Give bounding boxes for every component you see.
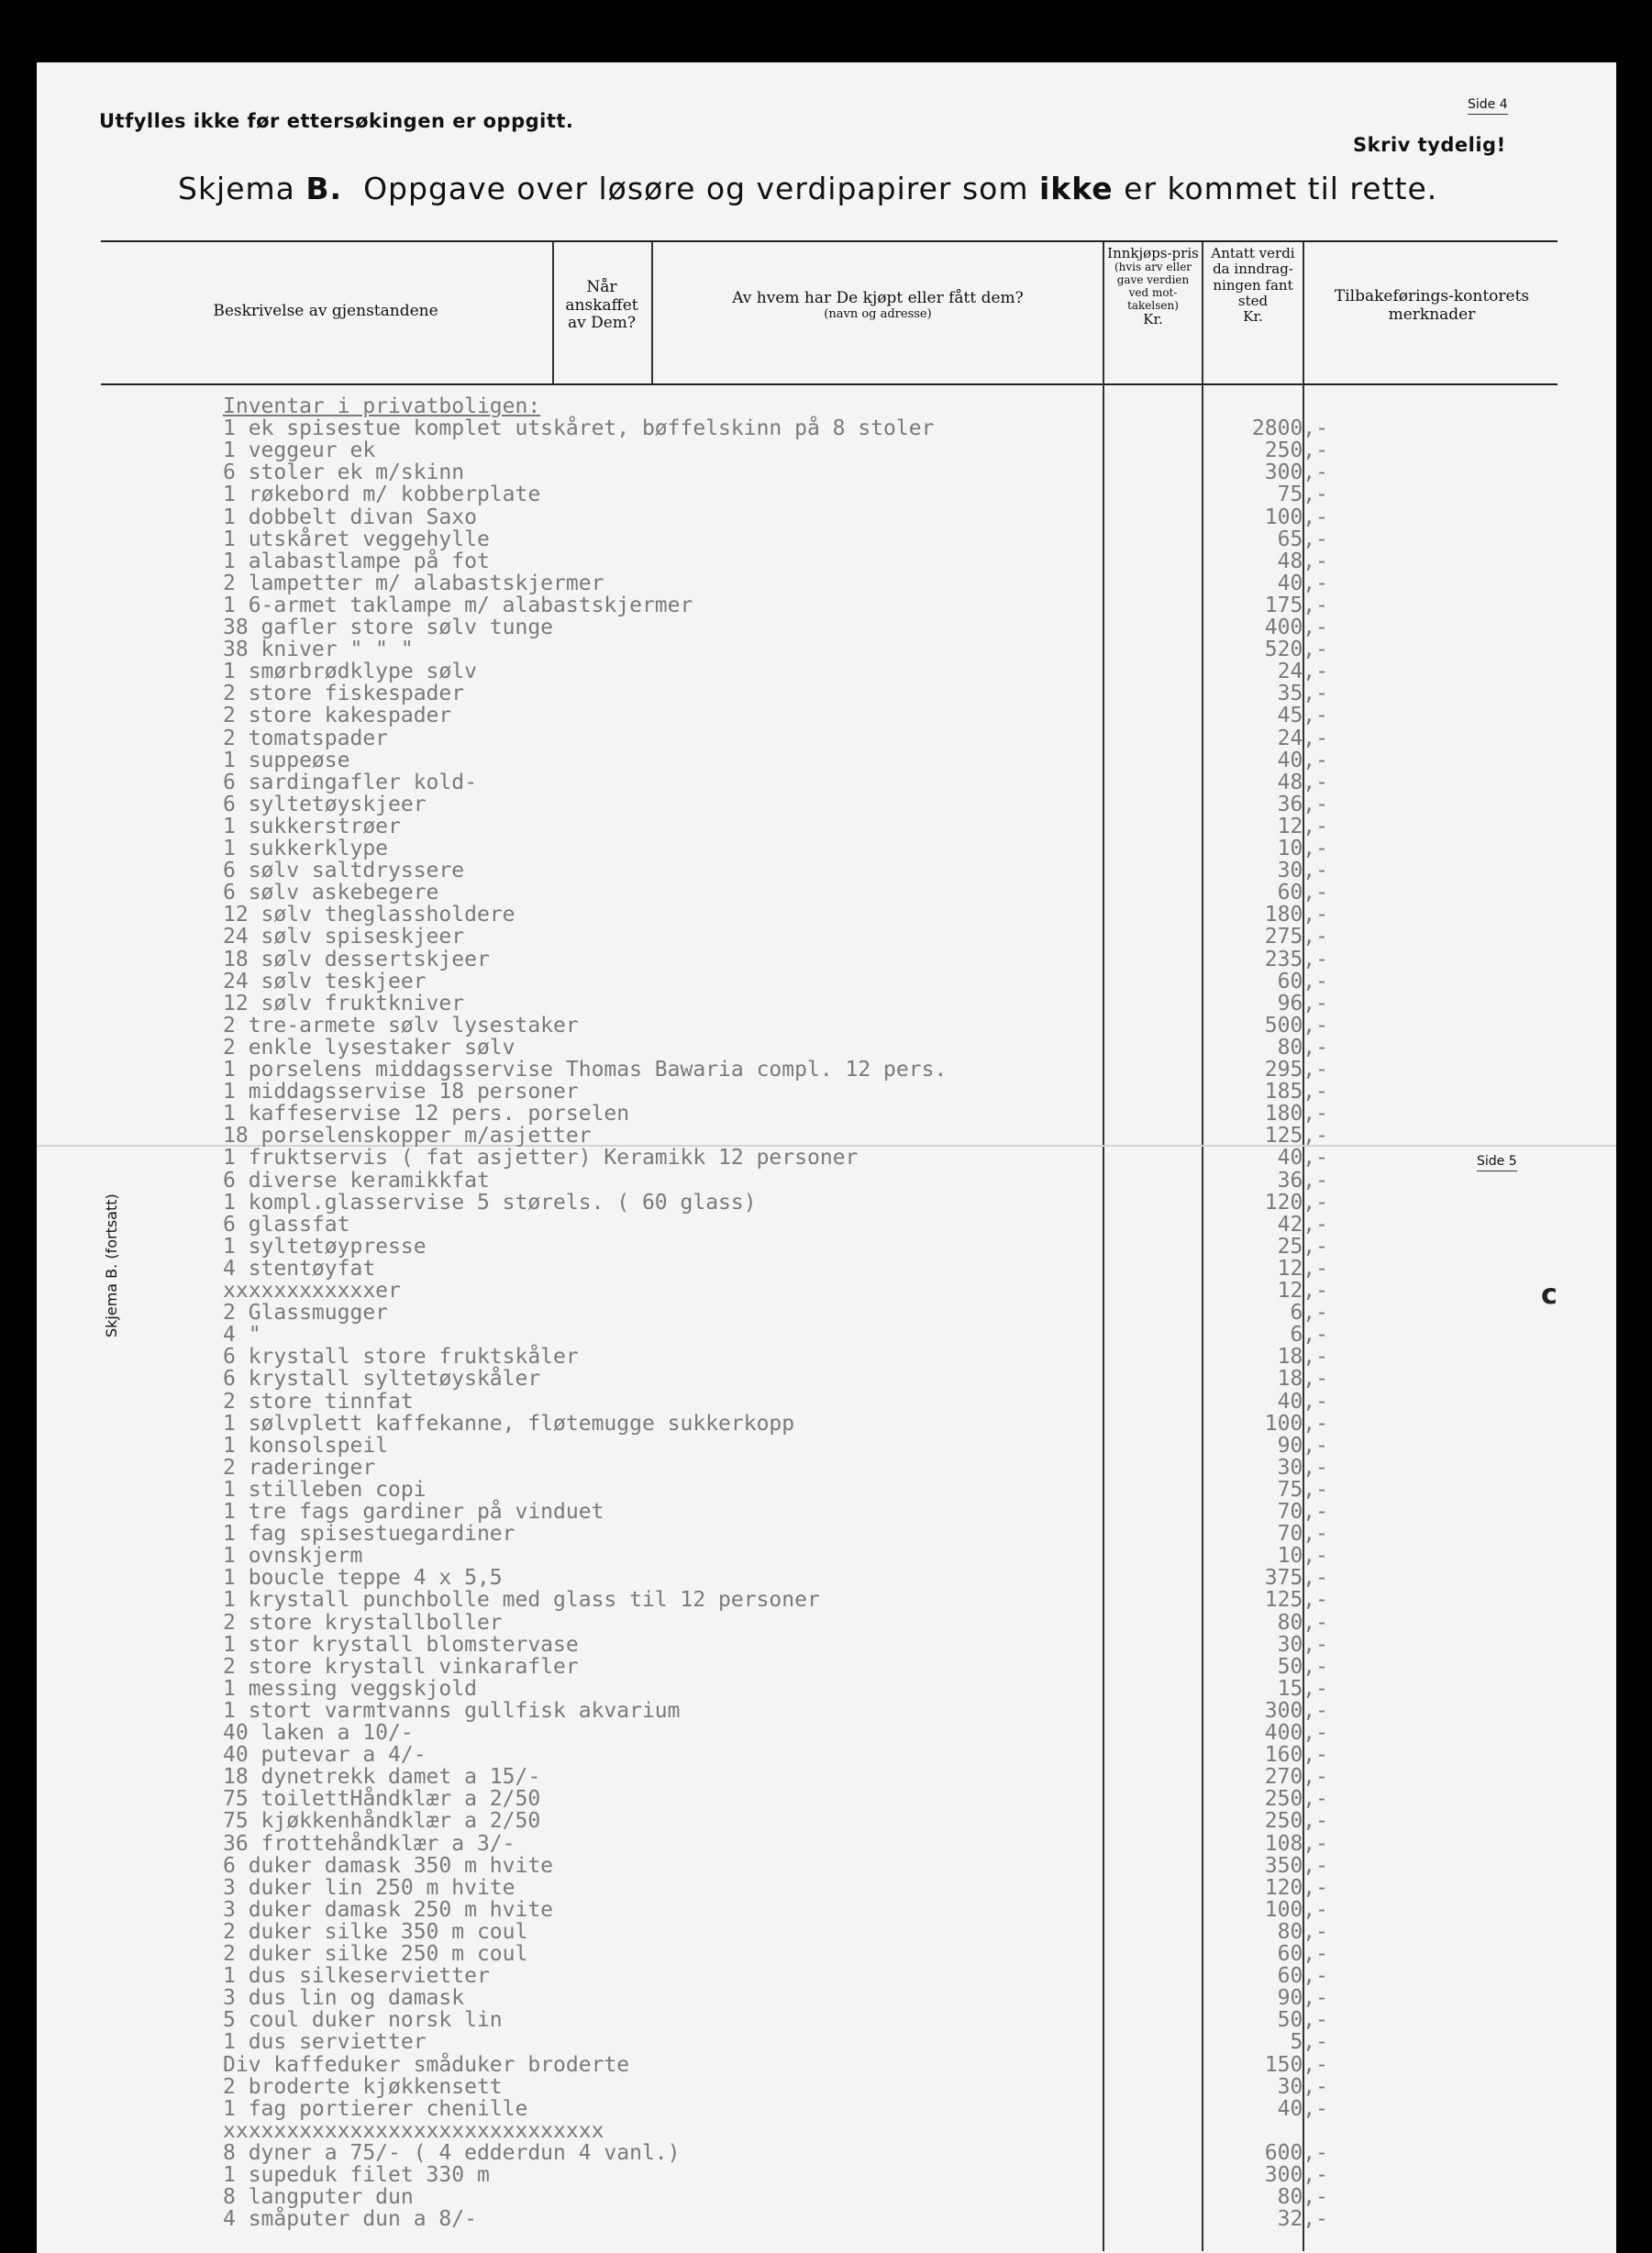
item-value: 50,- xyxy=(1277,2008,1328,2033)
item-description: 6 duker damask 350 m hvite xyxy=(223,1853,554,1878)
list-item xyxy=(223,1367,1328,1392)
item-value: 180,- xyxy=(1264,903,1328,927)
list-item xyxy=(223,1102,1328,1124)
item-description: 1 stor krystall blomstervase xyxy=(223,1632,579,1657)
list-item xyxy=(223,1854,1328,1876)
item-value: 295,- xyxy=(1264,1058,1328,1082)
list-item xyxy=(223,1456,1328,1478)
item-description: 2 tre-armete sølv lysestaker xyxy=(223,1013,579,1038)
item-value: 40,- xyxy=(1277,748,1328,772)
item-description: 1 stilleben copi xyxy=(223,1477,427,1502)
item-description: 75 toilettHåndklær a 2/50 xyxy=(223,1787,541,1812)
item-value: 150,- xyxy=(1264,2052,1328,2077)
list-item xyxy=(223,1279,1328,1301)
item-value: 75,- xyxy=(1277,1477,1328,1502)
item-value: 400,- xyxy=(1264,616,1328,639)
list-item xyxy=(223,1699,1328,1721)
list-item xyxy=(223,660,1328,682)
item-value: 18,- xyxy=(1277,1367,1328,1392)
item-description: 1 alabastlampe på fot xyxy=(223,549,490,573)
item-description: 18 dynetrekk damet a 15/- xyxy=(223,1765,541,1790)
item-value: 5,- xyxy=(1290,2030,1328,2055)
item-value: 30,- xyxy=(1277,2074,1328,2099)
list-item xyxy=(223,793,1328,815)
item-value: 40,- xyxy=(1277,1389,1328,1414)
item-description: 5 coul duker norsk lin xyxy=(223,2008,503,2033)
list-item xyxy=(223,992,1328,1014)
vertical-form-label: Skjema B. (fortsatt) xyxy=(103,1193,120,1337)
item-description: xxxxxxxxxxxxer xyxy=(223,1279,401,1303)
list-item xyxy=(223,1743,1328,1768)
item-description: 4 småputer dun a 8/- xyxy=(223,2207,477,2232)
list-item xyxy=(223,594,1328,616)
item-description: 2 enkle lysestaker sølv xyxy=(223,1035,516,1060)
item-value: 24,- xyxy=(1277,660,1328,684)
list-item xyxy=(223,2207,1328,2232)
list-item xyxy=(223,438,1328,461)
list-item xyxy=(223,859,1328,881)
list-item xyxy=(223,1390,1328,1412)
item-description: 3 duker damask 250 m hvite xyxy=(223,1897,554,1922)
item-description: xxxxxxxxxxxxxxxxxxxxxxxxxxxxxx xyxy=(223,2118,604,2143)
item-value: 120,- xyxy=(1264,1875,1328,1900)
list-item xyxy=(223,1986,1328,2011)
item-value: 12,- xyxy=(1277,1279,1328,1303)
item-description: 75 kjøkkenhåndklær a 2/50 xyxy=(223,1809,541,1834)
item-value: 100,- xyxy=(1264,1897,1328,1922)
item-value: 250,- xyxy=(1264,1787,1328,1812)
list-item xyxy=(223,1124,1328,1149)
list-item xyxy=(223,749,1328,771)
col-header-source: Av hvem har De kjøpt eller fått dem? (navn og adresse) xyxy=(732,289,1024,321)
item-value: 60,- xyxy=(1277,881,1328,905)
item-value: 90,- xyxy=(1277,1433,1328,1458)
list-item xyxy=(223,704,1328,726)
list-item xyxy=(223,1080,1328,1102)
list-item xyxy=(223,682,1328,704)
item-value: 36,- xyxy=(1277,792,1328,816)
item-description: 1 fag portierer chenille xyxy=(223,2096,528,2121)
list-item xyxy=(223,1058,1328,1080)
col-header-acquired: Når anskaffet av Dem? xyxy=(565,278,638,333)
item-value: 40,- xyxy=(1277,2096,1328,2121)
item-description: 2 raderinger xyxy=(223,1455,376,1480)
item-description: 4 " xyxy=(223,1323,261,1348)
item-description: 2 duker silke 350 m coul xyxy=(223,1919,528,1944)
item-value: 15,- xyxy=(1277,1676,1328,1701)
list-item xyxy=(223,1677,1328,1699)
item-value: 96,- xyxy=(1277,991,1328,1016)
list-item xyxy=(223,2119,1328,2141)
item-value: 60,- xyxy=(1277,969,1328,993)
item-value: 600,- xyxy=(1264,2140,1328,2165)
list-item xyxy=(223,1213,1328,1235)
item-description: 1 sølvplett kaffekanne, fløtemugge sukkerkopp xyxy=(223,1411,795,1436)
item-description: 3 dus lin og damask xyxy=(223,1986,465,2011)
item-value: 90,- xyxy=(1277,1986,1328,2011)
list-item xyxy=(223,1809,1328,1834)
item-value: 45,- xyxy=(1277,704,1328,728)
col-divider-2 xyxy=(651,242,653,383)
item-value: 108,- xyxy=(1264,1831,1328,1856)
list-item xyxy=(223,1832,1328,1854)
item-description: 36 frottehåndklær a 3/- xyxy=(223,1831,516,1856)
item-description: 1 veggeur ek xyxy=(223,438,376,463)
item-value: 125,- xyxy=(1264,1124,1328,1149)
item-value: 520,- xyxy=(1264,638,1328,662)
list-item xyxy=(223,1434,1328,1456)
item-value: 500,- xyxy=(1264,1013,1328,1038)
list-item xyxy=(223,416,1328,441)
list-item xyxy=(223,1301,1328,1326)
item-description: 2 store krystallboller xyxy=(223,1610,503,1635)
list-item xyxy=(223,1191,1328,1213)
item-value: 25,- xyxy=(1277,1234,1328,1259)
item-description: 1 dus servietter xyxy=(223,2030,427,2055)
item-description: 1 sukkerstrøer xyxy=(223,814,401,838)
item-description: 1 kaffeservise 12 pers. porselen xyxy=(223,1102,630,1126)
item-value: 36,- xyxy=(1277,1168,1328,1193)
item-value: 40,- xyxy=(1277,571,1328,595)
items-list xyxy=(223,394,1328,2232)
list-item xyxy=(223,970,1328,992)
list-item xyxy=(223,527,1328,549)
item-value: 80,- xyxy=(1277,1610,1328,1635)
item-value: 80,- xyxy=(1277,1919,1328,1944)
item-value: 120,- xyxy=(1264,1190,1328,1215)
item-description: 2 store fiskespader xyxy=(223,682,465,706)
item-description: 6 sølv saltdryssere xyxy=(223,859,465,883)
list-item xyxy=(223,2053,1328,2075)
item-value: 250,- xyxy=(1264,1809,1328,1834)
item-value: 40,- xyxy=(1277,1146,1328,1171)
item-description: 12 sølv theglassholdere xyxy=(223,903,516,927)
item-value: 175,- xyxy=(1264,593,1328,617)
item-description: 18 porselenskopper m/asjetter xyxy=(223,1124,592,1149)
item-description: 24 sølv teskjeer xyxy=(223,969,427,993)
item-value: 6,- xyxy=(1290,1301,1328,1326)
item-value: 30,- xyxy=(1277,1455,1328,1480)
item-description: 1 syltetøypresse xyxy=(223,1234,427,1259)
item-description: 1 smørbrødklype sølv xyxy=(223,660,477,684)
item-value: 30,- xyxy=(1277,1632,1328,1657)
list-item xyxy=(223,638,1328,660)
item-value: 100,- xyxy=(1264,505,1328,529)
item-description: 1 6-armet taklampe m/ alabastskjermer xyxy=(223,593,693,617)
col-header-remarks: Tilbakeførings-kontorets merknader xyxy=(1334,287,1530,324)
item-value: 250,- xyxy=(1264,438,1328,463)
item-value: 300,- xyxy=(1264,2163,1328,2187)
list-item xyxy=(223,815,1328,837)
item-value: 50,- xyxy=(1277,1654,1328,1679)
item-value: 235,- xyxy=(1264,947,1328,971)
list-item xyxy=(223,881,1328,903)
item-value: 300,- xyxy=(1264,461,1328,485)
item-description: 1 dobbelt divan Saxo xyxy=(223,505,477,529)
item-description: 1 messing veggskjold xyxy=(223,1676,477,1701)
margin-mark: c xyxy=(1541,1279,1558,1311)
list-item xyxy=(223,1566,1328,1591)
item-description: 24 sølv spiseskjeer xyxy=(223,925,465,949)
list-item xyxy=(223,2163,1328,2185)
item-value: 18,- xyxy=(1277,1345,1328,1370)
page-number-5: Side 5 xyxy=(1477,1154,1517,1171)
item-description: 2 tomatspader xyxy=(223,726,389,750)
item-description: 6 diverse keramikkfat xyxy=(223,1168,490,1193)
item-value: 10,- xyxy=(1277,837,1328,860)
list-item xyxy=(223,771,1328,793)
list-item xyxy=(223,1345,1328,1370)
list-item xyxy=(223,505,1328,527)
list-item xyxy=(223,903,1328,925)
item-description: 38 kniver " " " xyxy=(223,638,414,662)
list-item xyxy=(223,2141,1328,2163)
item-description: 1 middagsservise 18 personer xyxy=(223,1080,579,1104)
item-description: 1 dus silkeservietter xyxy=(223,1964,490,1989)
item-description: 6 krystall store fruktskåler xyxy=(223,1345,579,1370)
item-value: 60,- xyxy=(1277,1964,1328,1989)
item-value: 70,- xyxy=(1277,1500,1328,1524)
item-value: 48,- xyxy=(1277,549,1328,573)
list-item xyxy=(223,1323,1328,1348)
item-value: 375,- xyxy=(1264,1566,1328,1591)
item-description: 1 sukkerklype xyxy=(223,837,389,860)
item-description: 1 suppeøse xyxy=(223,748,350,772)
item-value: 32,- xyxy=(1277,2207,1328,2232)
item-description: 1 utskåret veggehylle xyxy=(223,527,490,551)
item-value: 275,- xyxy=(1264,925,1328,949)
item-description: 1 krystall punchbolle med glass til 12 personer xyxy=(223,1588,820,1613)
list-item xyxy=(223,549,1328,572)
item-value: 65,- xyxy=(1277,527,1328,551)
item-description: 1 ovnskjerm xyxy=(223,1544,363,1569)
list-item xyxy=(223,948,1328,970)
col-header-value: Antatt verdi da inndrag-ningen fant sted Kr. xyxy=(1211,245,1295,325)
item-description: 1 fag spisestuegardiner xyxy=(223,1522,516,1547)
item-value: 12,- xyxy=(1277,814,1328,838)
item-value: 400,- xyxy=(1264,1721,1328,1745)
item-description: 1 tre fags gardiner på vinduet xyxy=(223,1500,604,1524)
item-value: 80,- xyxy=(1277,2185,1328,2210)
list-item xyxy=(223,1920,1328,1942)
page-number-4: Side 4 xyxy=(1468,97,1508,115)
list-item xyxy=(223,1522,1328,1547)
item-description: 6 sardingafler kold- xyxy=(223,770,477,794)
list-item xyxy=(223,727,1328,749)
list-item xyxy=(223,2075,1328,2097)
write-clearly-text: Skriv tydelig! xyxy=(1353,134,1506,156)
list-item xyxy=(223,2097,1328,2119)
item-value: 48,- xyxy=(1277,770,1328,794)
item-description: 3 duker lin 250 m hvite xyxy=(223,1875,516,1900)
list-item xyxy=(223,1876,1328,1898)
item-description: 1 kompl.glasservise 5 størels. ( 60 glass) xyxy=(223,1190,757,1215)
list-item xyxy=(223,1588,1328,1613)
item-description: 2 store krystall vinkarafler xyxy=(223,1654,579,1679)
item-description: 1 fruktservis ( fat asjetter) Keramikk 12 personer xyxy=(223,1146,859,1171)
item-description: 4 stentøyfat xyxy=(223,1256,376,1281)
item-value: 180,- xyxy=(1264,1102,1328,1126)
list-item xyxy=(223,1787,1328,1812)
col-divider-1 xyxy=(552,242,554,383)
item-description: 2 store kakespader xyxy=(223,704,452,728)
list-item xyxy=(223,483,1328,505)
item-description: 18 sølv dessertskjeer xyxy=(223,947,490,971)
item-description: 1 konsolspeil xyxy=(223,1433,389,1458)
item-value: 60,- xyxy=(1277,1942,1328,1966)
item-description: 6 krystall syltetøyskåler xyxy=(223,1367,541,1392)
item-description: 40 laken a 10/- xyxy=(223,1721,414,1745)
form-title: Skjema B. Oppgave over løsøre og verdipapirer som ikke er kommet til rette. xyxy=(178,171,1438,206)
item-description: 8 langputer dun xyxy=(223,2185,414,2210)
list-item xyxy=(223,1235,1328,1257)
item-value: 300,- xyxy=(1264,1698,1328,1723)
item-description: 2 store tinnfat xyxy=(223,1389,414,1414)
item-value: 10,- xyxy=(1277,1544,1328,1569)
item-description: 12 sølv fruktkniver xyxy=(223,991,465,1016)
list-item xyxy=(223,1169,1328,1191)
item-description: 2 Glassmugger xyxy=(223,1301,389,1326)
list-item xyxy=(223,1014,1328,1036)
item-value: 75,- xyxy=(1277,483,1328,507)
item-value: 160,- xyxy=(1264,1743,1328,1768)
col-header-description: Beskrivelse av gjenstandene xyxy=(213,302,438,320)
item-description: 1 røkebord m/ kobberplate xyxy=(223,483,541,507)
list-item xyxy=(223,1765,1328,1790)
list-item xyxy=(223,837,1328,859)
item-value: 42,- xyxy=(1277,1212,1328,1237)
item-value: 70,- xyxy=(1277,1522,1328,1547)
instruction-text: Utfylles ikke før ettersøkingen er oppgitt. xyxy=(99,110,574,132)
list-item xyxy=(223,2185,1328,2210)
item-description: 2 broderte kjøkkensett xyxy=(223,2074,503,2099)
item-value: 2800,- xyxy=(1251,416,1328,441)
list-item xyxy=(223,1257,1328,1279)
list-item xyxy=(223,925,1328,947)
table-top-rule xyxy=(101,240,1558,242)
item-value: 12,- xyxy=(1277,1256,1328,1281)
list-item xyxy=(223,1721,1328,1743)
list-item xyxy=(223,1412,1328,1434)
item-description: 6 stoler ek m/skinn xyxy=(223,461,465,485)
item-description: 1 stort varmtvanns gullfisk akvarium xyxy=(223,1698,681,1723)
list-item xyxy=(223,1964,1328,1989)
item-description: 8 dyner a 75/- ( 4 edderdun 4 vanl.) xyxy=(223,2140,681,2165)
list-item xyxy=(223,461,1328,483)
item-value: 24,- xyxy=(1277,726,1328,750)
item-description: 6 sølv askebegere xyxy=(223,881,439,905)
item-description: 2 duker silke 250 m coul xyxy=(223,1942,528,1966)
item-description: 6 syltetøyskjeer xyxy=(223,792,427,816)
table-header-rule xyxy=(101,383,1558,385)
item-value: 185,- xyxy=(1264,1080,1328,1104)
item-value: 270,- xyxy=(1264,1765,1328,1790)
item-description: 1 porselens middagsservise Thomas Bawaria compl. 12 pers. xyxy=(223,1058,948,1082)
item-description: 2 lampetter m/ alabastskjermer xyxy=(223,571,604,595)
item-description: 1 ek spisestue komplet utskåret, bøffelskinn på 8 stoler xyxy=(223,416,935,441)
form-page xyxy=(37,62,1616,2253)
list-item xyxy=(223,1500,1328,1522)
col-header-purchase: Innkjøps-pris (hvis arv eller gave verdien ved mot-takelsen) Kr. xyxy=(1107,245,1199,328)
list-item xyxy=(223,1146,1328,1171)
item-description: 40 putevar a 4/- xyxy=(223,1743,427,1768)
list-item xyxy=(223,2030,1328,2055)
list-item xyxy=(223,2008,1328,2033)
list-item xyxy=(223,1633,1328,1655)
list-item xyxy=(223,572,1328,594)
item-value: 125,- xyxy=(1264,1588,1328,1613)
item-value: 30,- xyxy=(1277,859,1328,883)
item-value: 80,- xyxy=(1277,1035,1328,1060)
list-item xyxy=(223,1036,1328,1058)
list-item xyxy=(223,1544,1328,1569)
list-item xyxy=(223,1942,1328,1964)
item-description: 1 boucle teppe 4 x 5,5 xyxy=(223,1566,503,1591)
item-value: 100,- xyxy=(1264,1411,1328,1436)
section-heading: Inventar i privatboligen: xyxy=(223,394,541,418)
list-item xyxy=(223,1478,1328,1500)
list-item xyxy=(223,616,1328,638)
list-item xyxy=(223,1611,1328,1633)
list-item xyxy=(223,1655,1328,1677)
list-item xyxy=(223,1898,1328,1920)
item-description: 6 glassfat xyxy=(223,1212,350,1237)
item-description: 38 gafler store sølv tunge xyxy=(223,616,554,639)
item-value: 350,- xyxy=(1264,1853,1328,1878)
item-description: 1 supeduk filet 330 m xyxy=(223,2163,490,2187)
item-value: 35,- xyxy=(1277,682,1328,706)
item-description: Div kaffeduker småduker broderte xyxy=(223,2052,630,2077)
item-value: 6,- xyxy=(1290,1323,1328,1348)
